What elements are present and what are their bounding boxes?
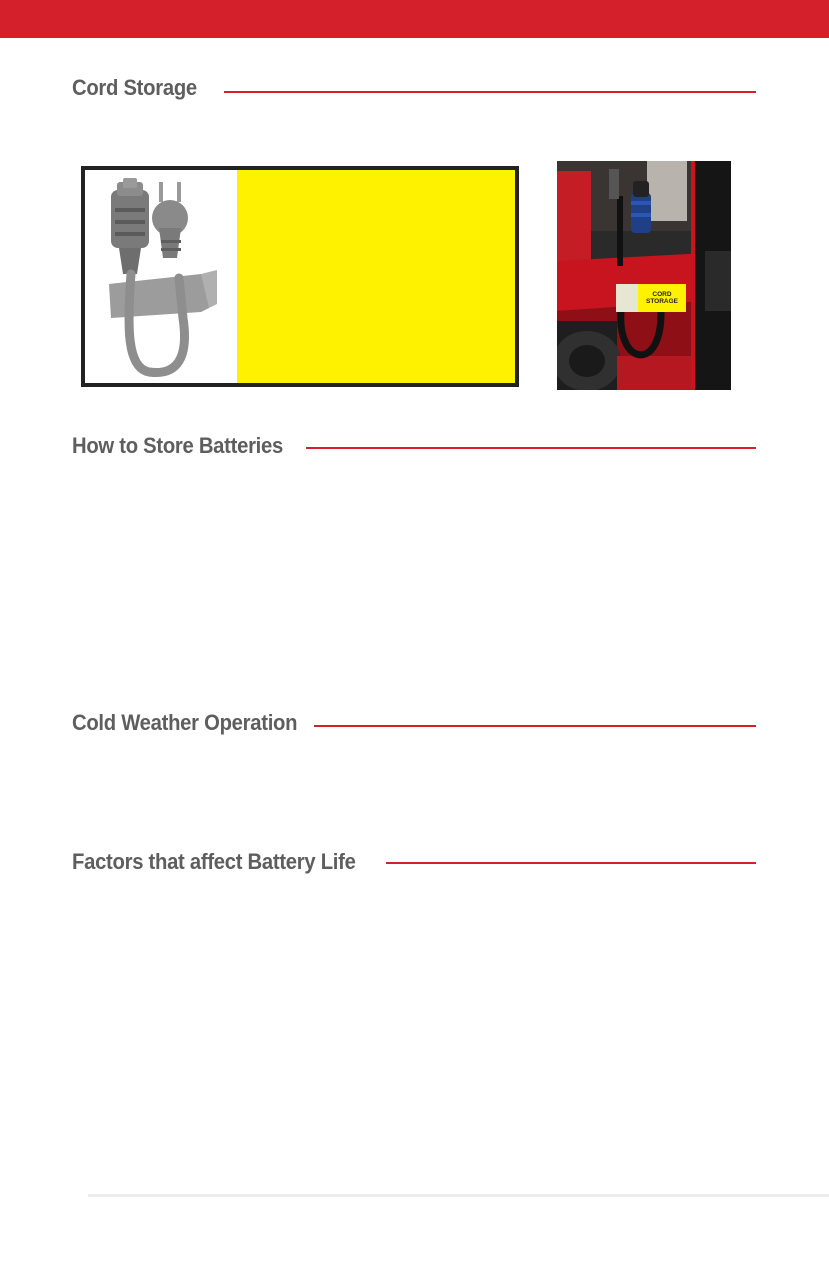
- section-heading-cold-weather: Cold Weather Operation: [72, 710, 298, 735]
- heading-rule: [306, 447, 756, 449]
- label-yellow-field: [237, 170, 515, 383]
- cord-storage-photo: [557, 161, 731, 390]
- heading-rule: [386, 862, 756, 864]
- heading-rule: [314, 725, 756, 727]
- footer-divider: [88, 1194, 829, 1197]
- top-color-band: [0, 0, 829, 38]
- photo-tag-line-1: CORD: [652, 291, 672, 298]
- cord-storage-label-image: [81, 166, 519, 387]
- photo-tag-line-2: STORAGE: [645, 298, 679, 305]
- plug-in-clip-icon: [97, 178, 227, 383]
- section-heading-battery-life: Factors that affect Battery Life: [72, 849, 356, 874]
- photo-cord-storage-tag: [616, 284, 686, 312]
- heading-rule: [224, 91, 756, 93]
- section-heading-cord-storage: Cord Storage: [72, 75, 197, 100]
- section-heading-store-batteries: How to Store Batteries: [72, 433, 283, 458]
- plug-in-clip-icon: [616, 284, 638, 312]
